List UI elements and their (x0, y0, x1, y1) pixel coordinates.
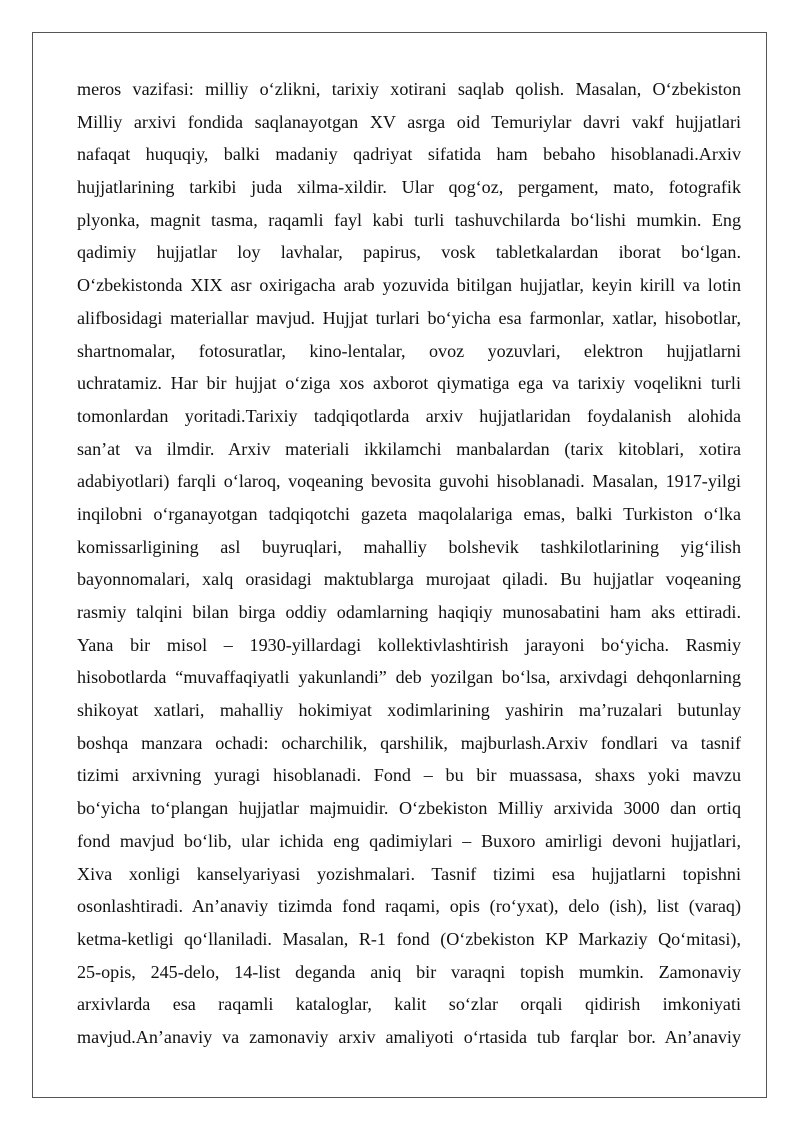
text-line: boshqa manzara ochadi: ocharchilik, qarshilik, majburlash.Arxiv fondlari va tasnif (77, 732, 741, 753)
text-line: adabiyotlari) farqli o‘laroq, voqeaning bevosita guvohi hisoblanadi. Masalan, 1917-yilgi (77, 471, 741, 492)
text-line: arxivlarda esa raqamli kataloglar, kalit so‘zlar orqali qidirish imkoniyati (77, 994, 741, 1015)
text-line: Xiva xonligi kanselyariyasi yozishmalari. Tasnif tizimi esa hujjatlarni topishni (77, 863, 741, 884)
text-line: bayonnomalari, xalq orasidagi maktublarga murojaat qiladi. Bu hujjatlar voqeaning (77, 569, 741, 590)
text-line: tomonlardan yoritadi.Tarixiy tadqiqotlarda arxiv hujjatlaridan foydalanish alohida (77, 405, 741, 426)
text-line: san’at va ilmdir. Arxiv materiali ikkilamchi manbalardan (tarix kitoblari, xotira (77, 438, 741, 459)
text-line: mavjud.An’anaviy va zamonaviy arxiv amaliyoti o‘rtasida tub farqlar bor. An’anaviy (77, 1026, 741, 1047)
text-line: alifbosidagi materiallar mavjud. Hujjat turlari bo‘yicha esa farmonlar, xatlar, hisobotlar, (77, 307, 741, 328)
text-line: komissarligining asl buyruqlari, mahalliy bolshevik tashkilotlarining yig‘ilish (77, 536, 741, 557)
text-line: rasmiy talqini bilan birga oddiy odamlarning haqiqiy munosabatini ham aks ettiradi. (77, 602, 741, 622)
text-line: 25-opis, 245-delo, 14-list deganda aniq bir varaqni topish mumkin. Zamonaviy (77, 961, 741, 982)
text-line: plyonka, magnit tasma, raqamli fayl kabi turli tashuvchilarda bo‘lishi mumkin. Eng (77, 209, 741, 230)
text-line: fond mavjud bo‘lib, ular ichida eng qadimiylari – Buxoro amirligi devoni hujjatlari, (77, 830, 741, 851)
text-line: O‘zbekistonda XIX asr oxirigacha arab yozuvida bitilgan hujjatlar, keyin kirill va lotin (77, 275, 741, 296)
text-line: Milliy arxivi fondida saqlanayotgan XV asrga oid Temuriylar davri vakf hujjatlari (77, 111, 741, 132)
text-line: Yana bir misol – 1930-yillardagi kollektivlashtirish jarayoni bo‘yicha. Rasmiy (77, 634, 741, 655)
text-line: uchratamiz. Har bir hujjat o‘ziga xos axborot qiymatiga ega va tarixiy voqelikni turli (77, 373, 741, 394)
text-line: meros vazifasi: milliy o‘zlikni, tarixiy xotirani saqlab qolish. Masalan, O‘zbekiston (77, 79, 741, 99)
text-line: nafaqat huquqiy, balki madaniy qadriyat sifatida ham bebaho hisoblanadi.Arxiv (77, 144, 741, 165)
text-line: ketma-ketligi qo‘llaniladi. Masalan, R-1 fond (O‘zbekiston KP Markaziy Qo‘mitasi), (77, 928, 741, 949)
document-body (77, 73, 741, 1054)
text-line: shartnomalar, fotosuratlar, kino-lentalar, ovoz yozuvlari, elektron hujjatlarni (77, 340, 741, 361)
text-line: qadimiy hujjatlar loy lavhalar, papirus, vosk tabletkalardan iborat bo‘lgan. (77, 242, 741, 263)
text-line: bo‘yicha to‘plangan hujjatlar majmuidir. O‘zbekiston Milliy arxivida 3000 dan ortiq (77, 798, 741, 819)
text-line: inqilobni o‘rganayotgan tadqiqotchi gazeta maqolalariga emas, balki Turkiston o‘lka (77, 503, 741, 524)
text-line: tizimi arxivning yuragi hisoblanadi. Fond – bu bir muassasa, shaxs yoki mavzu (77, 765, 741, 786)
text-line: hisobotlarda “muvaffaqiyatli yakunlandi” deb yozilgan bo‘lsa, arxivdagi dehqonlarning (77, 667, 741, 688)
text-line: osonlashtiradi. An’anaviy tizimda fond raqami, opis (ro‘yxat), delo (ish), list (varaq) (77, 896, 741, 917)
text-line: hujjatlarining tarkibi juda xilma-xildir. Ular qog‘oz, pergament, mato, fotografik (77, 177, 741, 198)
text-line: shikoyat xatlari, mahalliy hokimiyat xodimlarining yashirin ma’ruzalari butunlay (77, 700, 741, 721)
